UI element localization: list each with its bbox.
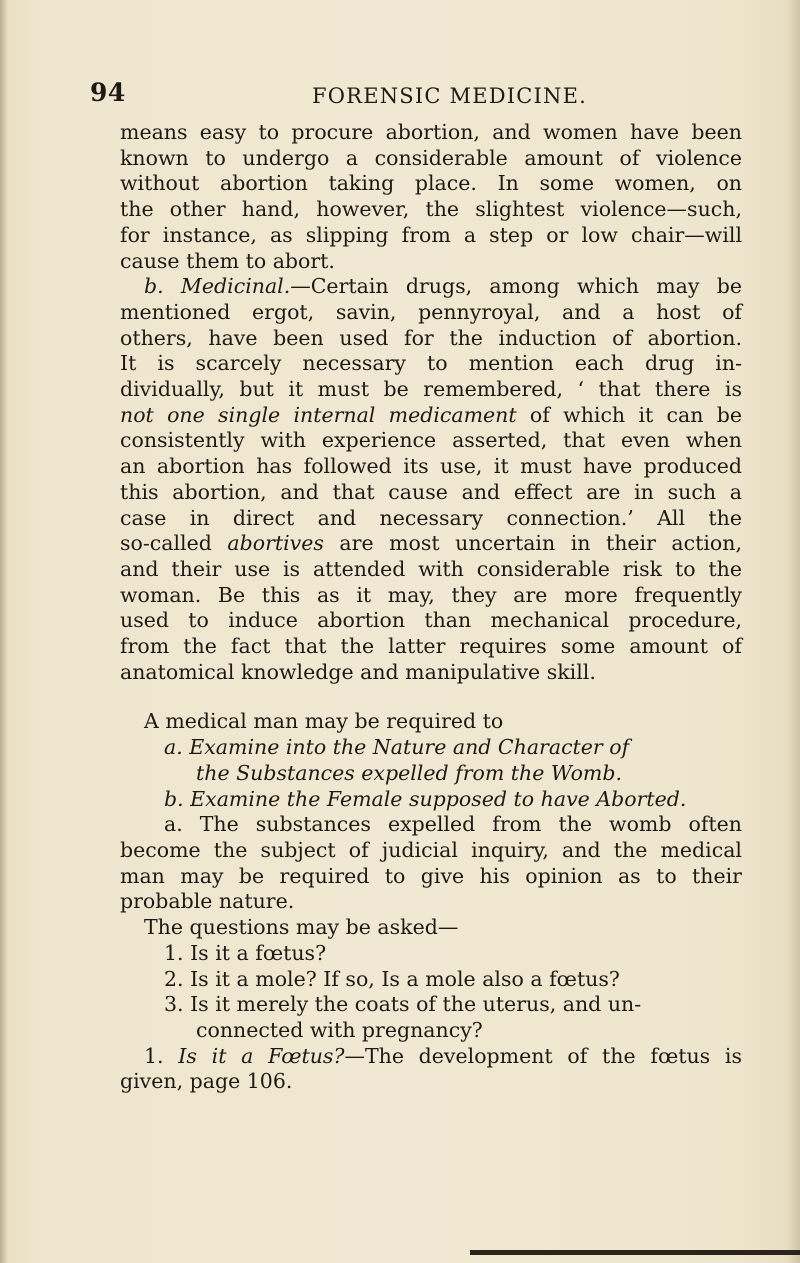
page-edge-shadow xyxy=(786,0,800,1263)
section-letter: b. xyxy=(144,274,164,299)
body-text xyxy=(120,120,742,1095)
emphasis: abortives xyxy=(227,531,324,556)
text-line: not one single internal medicament of which it can be xyxy=(120,402,742,427)
text-line: cause them to abort. xyxy=(120,248,335,273)
text-line: b. Medicinal.—Certain drugs, among which may be xyxy=(144,274,742,299)
text-line: means easy to procure abortion, and women have been xyxy=(120,120,742,144)
paragraph-gap xyxy=(120,685,742,709)
text-line: A medical man may be required to xyxy=(144,709,504,734)
text-line: so-called abortives are most uncertain in their action, xyxy=(120,531,742,556)
text-line: an abortion has followed its use, it must have produced xyxy=(120,454,742,479)
text-line: a. The substances expelled from the womb often xyxy=(164,812,742,837)
question-3: 3. Is it merely the coats of the uterus, and un- xyxy=(164,992,642,1017)
text-line: case in direct and necessary connection.’ All the xyxy=(120,505,742,530)
text-line: and their use is attended with considerable risk to the xyxy=(120,556,742,581)
page-gutter-shadow xyxy=(0,0,8,1263)
text-line: woman. Be this as it may, they are more frequently xyxy=(120,582,742,607)
list-item-a-continued: the Substances expelled from the Womb. xyxy=(196,760,622,785)
text-line: become the subject of judicial inquiry, and the medical xyxy=(120,837,742,862)
question-2: 2. Is it a mole? If so, Is a mole also a fœtus? xyxy=(164,966,620,991)
text-line: the other hand, however, the slightest violence—such, xyxy=(120,197,742,222)
subheading: Is it a Fœtus? xyxy=(178,1043,345,1068)
emphasis: not one single internal medicament xyxy=(120,402,517,427)
bottom-edge-rule xyxy=(470,1250,800,1255)
section-heading: Medicinal. xyxy=(180,274,291,299)
text-line: used to induce abortion than mechanical procedure, xyxy=(120,608,742,633)
running-title: FORENSIC MEDICINE. xyxy=(312,84,588,108)
text-line: without abortion taking place. In some women, on xyxy=(120,171,742,196)
text-line: consistently with experience asserted, that even when xyxy=(120,428,742,453)
text-line: 1. Is it a Fœtus?—The development of the fœtus is xyxy=(144,1043,742,1068)
text-line: given, page 106. xyxy=(120,1069,293,1094)
page-number: 94 xyxy=(90,78,126,107)
text-line: It is scarcely necessary to mention each drug in- xyxy=(120,351,742,376)
list-item-b: b. Examine the Female supposed to have Aborted. xyxy=(164,786,687,811)
text-line: known to undergo a considerable amount of violence xyxy=(120,145,742,170)
text-line: mentioned ergot, savin, pennyroyal, and a host of xyxy=(120,299,742,324)
question-3-continued: connected with pregnancy? xyxy=(196,1017,483,1042)
text-line: others, have been used for the induction of abortion. xyxy=(120,325,742,350)
page-header xyxy=(0,78,800,112)
list-item-a: a. Examine into the Nature and Character of xyxy=(164,735,630,760)
text-line: probable nature. xyxy=(120,889,295,914)
text-line: from the fact that the latter requires some amount of xyxy=(120,634,742,659)
text-line: dividually, but it must be remembered, ‘ that there is xyxy=(120,377,742,402)
text-line: man may be required to give his opinion as to their xyxy=(120,863,742,888)
text-line: anatomical knowledge and manipulative skill. xyxy=(120,659,596,684)
text-line: The questions may be asked— xyxy=(144,915,459,940)
text-line: for instance, as slipping from a step or low chair—will xyxy=(120,222,742,247)
text-line: this abortion, and that cause and effect are in such a xyxy=(120,479,742,504)
question-1: 1. Is it a fœtus? xyxy=(164,940,327,965)
